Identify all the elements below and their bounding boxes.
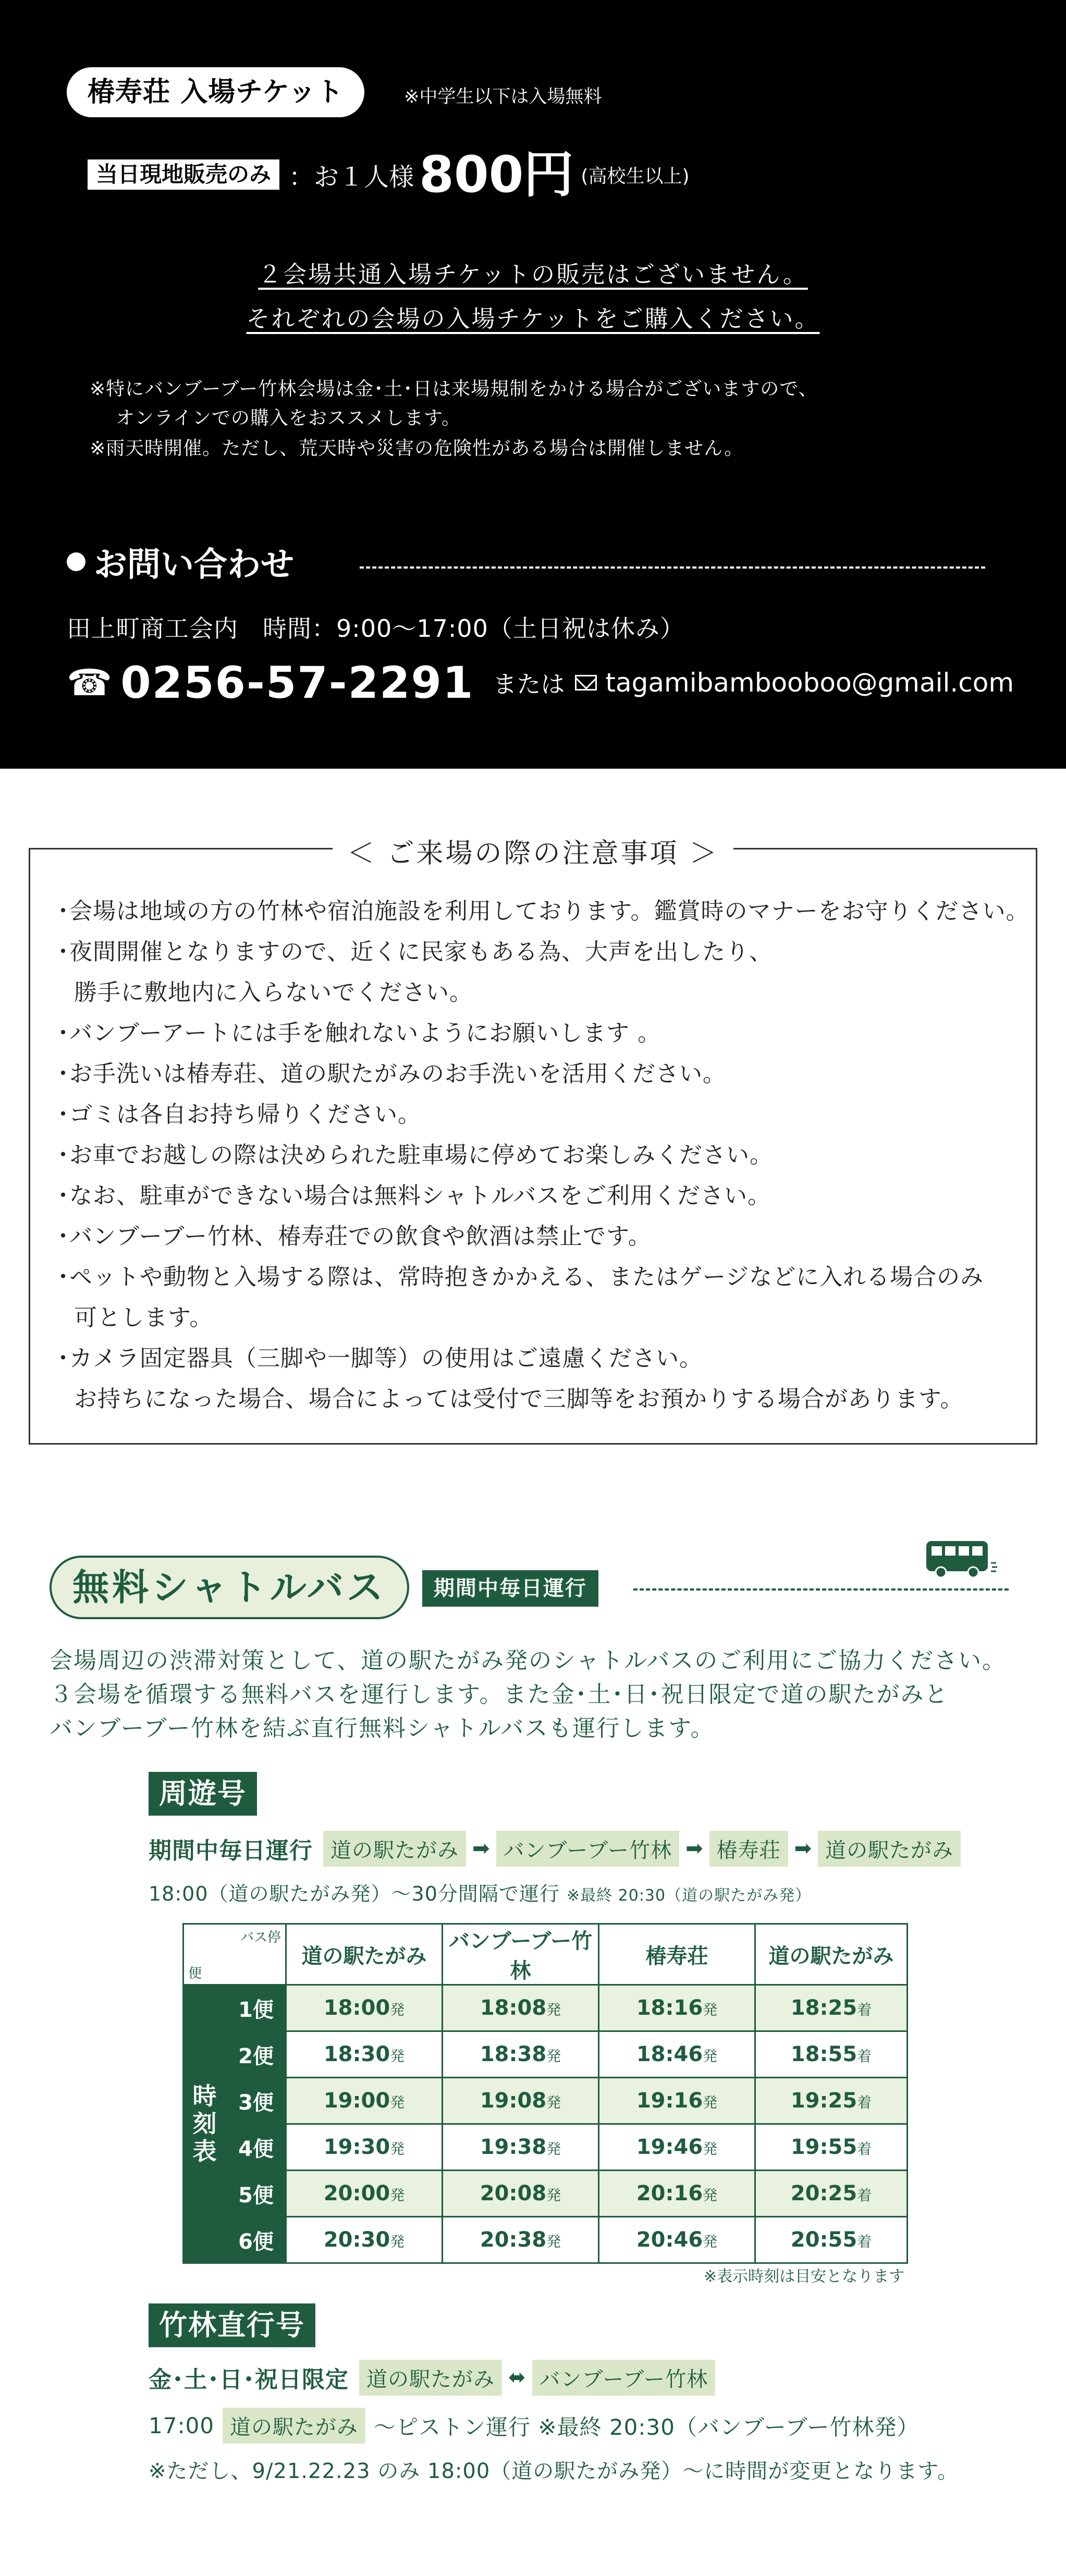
shuttle-title: 無料シャトルバス xyxy=(50,1556,409,1619)
run-number: 2便 xyxy=(226,2031,286,2078)
contact-divider xyxy=(360,566,985,569)
timetable-header: 道の駅たがみ xyxy=(286,1924,443,1985)
daily-operation-badge: 期間中毎日運行 xyxy=(422,1570,598,1607)
run-number: 3便 xyxy=(226,2078,286,2124)
arrow-right-icon: ➡ xyxy=(685,1837,703,1860)
timetable-cell: 20:00発 xyxy=(286,2171,443,2217)
timetable-cell: 20:25着 xyxy=(755,2171,908,2217)
direct-route-note: ※ただし、9/21.22.23 のみ 18:00（道の駅たがみ発）～に時間が変更となります。 xyxy=(149,2459,959,2483)
timetable-cell: 19:08発 xyxy=(443,2078,599,2124)
notice-item: ･お車でお越しの際は決められた駐車場に停めてお楽しみください。 xyxy=(57,1142,773,1168)
timetable-cell: 20:55着 xyxy=(755,2217,908,2263)
mail-icon xyxy=(575,675,597,691)
loop-route-head: 期間中毎日運行 xyxy=(149,1838,313,1864)
notice-item: ･会場は地域の方の竹林や宿泊施設を利用しております。鑑賞時のマナーをお守りください。 xyxy=(57,898,1030,925)
phone-number[interactable]: 0256-57-2291 xyxy=(120,657,474,708)
timetable-corner xyxy=(183,1924,286,1985)
direct-route-head: 金･土･日･祝日限定 xyxy=(149,2367,349,2393)
notice-title xyxy=(0,831,1066,870)
timetable-cell: 18:46発 xyxy=(599,2031,755,2078)
arrow-right-icon: ➡ xyxy=(472,1837,490,1860)
timetable-cell: 20:08発 xyxy=(443,2171,599,2217)
onsite-only-badge: 当日現地販売のみ xyxy=(88,159,279,190)
timetable-cell: 19:00発 xyxy=(286,2078,443,2124)
timetable-cell: 20:30発 xyxy=(286,2217,443,2263)
ticket-section xyxy=(0,0,1066,769)
shuttle-intro-2: ３会場を循環する無料バスを運行します。また金･土･日･祝日限定で道の駅たがみと xyxy=(50,1681,949,1708)
stop-tag: 道の駅たがみ xyxy=(818,1831,961,1867)
timetable-cell: 20:46発 xyxy=(599,2217,755,2263)
bus-icon xyxy=(925,1540,998,1583)
timetable-row xyxy=(183,2124,908,2171)
notice-item: ･お手洗いは椿寿荘、道の駅たがみのお手洗いを活用ください。 xyxy=(57,1061,726,1087)
timetable-cell: 20:38発 xyxy=(443,2217,599,2263)
notice-item: ･バンブーアートには手を触れないようにお願いします 。 xyxy=(57,1020,661,1046)
notice-item: ･バンブーブー竹林、椿寿荘での飲食や飲酒は禁止です。 xyxy=(57,1223,652,1250)
corner-run-label: 便 xyxy=(188,1966,202,1981)
notice-item: ･カメラ固定器具（三脚や一脚等）の使用はご遠慮ください。 xyxy=(57,1345,703,1372)
direct-route-time xyxy=(149,2408,919,2444)
timetable-header: バンブーブー竹林 xyxy=(443,1924,599,1985)
run-number: 5便 xyxy=(226,2171,286,2217)
notice-item: 可とします。 xyxy=(74,1304,213,1331)
timetable-cell: 19:55着 xyxy=(755,2124,908,2171)
price-label: ：お１人様 xyxy=(289,162,414,192)
timetable-cell: 18:55着 xyxy=(755,2031,908,2078)
stop-tag: 道の駅たがみ xyxy=(323,1831,466,1867)
stop-tag: 椿寿荘 xyxy=(709,1831,788,1867)
ticket-note-2: ※雨天時開催。ただし、荒天時や災害の危険性がある場合は開催しません。 xyxy=(90,438,744,459)
price-row xyxy=(88,146,690,203)
email-link[interactable]: tagamibambooboo@gmail.com xyxy=(605,668,1014,698)
ticket-note-1: ※特にバンブーブー竹林会場は金･土･日は来場規制をかける場合がございますので、 xyxy=(90,378,818,400)
ticket-note-1-cont: オンラインでの購入をおススメします。 xyxy=(116,408,461,429)
notice-title-text: ＜ ご来場の際の注意事項 ＞ xyxy=(333,838,733,869)
timetable-cell: 19:16発 xyxy=(599,2078,755,2124)
notice-item: ･夜間開催となりますので、近くに民家もある為、大声を出したり、 xyxy=(57,939,773,965)
run-number: 6便 xyxy=(226,2217,286,2263)
stop-tag: バンブーブー竹林 xyxy=(496,1831,680,1867)
price-value: 800円 xyxy=(419,145,574,204)
loop-time-main: 18:00（道の駅たがみ発）～30分間隔で運行 xyxy=(149,1882,560,1905)
timetable-cell: 20:16発 xyxy=(599,2171,755,2217)
timetable-cell: 18:38発 xyxy=(443,2031,599,2078)
timetable-row xyxy=(183,2171,908,2217)
loop-route-row xyxy=(149,1832,961,1865)
ticket-title: 椿寿荘 入場チケット xyxy=(67,67,364,117)
timetable-cell: 18:08発 xyxy=(443,1985,599,2031)
notice-item: ･なお、駐車ができない場合は無料シャトルバスをご利用ください。 xyxy=(57,1182,771,1209)
loop-route-label: 周遊号 xyxy=(149,1772,257,1816)
arrow-both-icon: ⬌ xyxy=(508,2365,526,2389)
run-number: 1便 xyxy=(226,1985,286,2031)
timetable-row xyxy=(183,1985,908,2031)
timetable-cell: 19:38発 xyxy=(443,2124,599,2171)
timetable-cell: 18:00発 xyxy=(286,1985,443,2031)
loop-time-last: ※最終 20:30（道の駅たがみ発） xyxy=(566,1887,812,1905)
timetable-cell: 19:30発 xyxy=(286,2124,443,2171)
timetable-row xyxy=(183,2217,908,2263)
loop-route-time xyxy=(149,1878,811,1906)
direct-time-rest: ～ピストン運行 ※最終 20:30（バンブーブー竹林発） xyxy=(374,2414,920,2440)
phone-row xyxy=(67,657,1014,709)
common-ticket-message-1: ２会場共通入場チケットの販売はございません。 xyxy=(258,261,808,288)
contact-hours: 田上町商工会内 時間：9:00～17:00（土日祝は休み） xyxy=(67,614,684,643)
timetable-cell: 18:25着 xyxy=(755,1985,908,2031)
run-number: 4便 xyxy=(226,2124,286,2171)
ticket-free-note: ※中学生以下は入場無料 xyxy=(404,87,602,107)
shuttle-intro-3: バンブーブー竹林を結ぶ直行無料シャトルバスも運行します。 xyxy=(50,1715,715,1742)
notice-item: ･ペットや動物と入場する際は、常時抱きかかえる、またはゲージなどに入れる場合のみ xyxy=(57,1264,984,1290)
timetable-row xyxy=(183,2031,908,2078)
price-sub: (高校生以上) xyxy=(581,165,690,187)
timetable-header: 椿寿荘 xyxy=(599,1924,755,1985)
timetable-cell: 19:25着 xyxy=(755,2078,908,2124)
common-ticket-message-2: それぞれの会場の入場チケットをご購入ください。 xyxy=(246,305,820,332)
timetable-note: ※表示時刻は目安となります xyxy=(704,2267,905,2286)
timetable-side-label: 時 刻 表 xyxy=(183,1985,226,2263)
corner-stop-label: バス停 xyxy=(240,1930,281,1945)
contact-heading-text: お問い合わせ xyxy=(94,546,294,584)
direct-route-row xyxy=(149,2361,715,2394)
direct-route-label: 竹林直行号 xyxy=(149,2303,315,2347)
notice-item: 勝手に敷地内に入らないでください。 xyxy=(74,979,473,1006)
notice-item: お持ちになった場合、場合によっては受付で三脚等をお預かりする場合があります。 xyxy=(74,1386,964,1412)
shuttle-intro-1: 会場周辺の渋滞対策として、道の駅たがみ発のシャトルバスのご利用にご協力ください。 xyxy=(50,1647,1007,1674)
notice-item: ･ゴミは各自お持ち帰りください。 xyxy=(57,1101,421,1128)
notice-list xyxy=(57,891,1032,1420)
timetable-cell: 19:46発 xyxy=(599,2124,755,2171)
timetable-header: 道の駅たがみ xyxy=(755,1924,908,1985)
or-text: または xyxy=(493,670,565,698)
stop-tag: 道の駅たがみ xyxy=(359,2360,502,2396)
bullet-icon xyxy=(67,552,85,571)
timetable-cell: 18:30発 xyxy=(286,2031,443,2078)
stop-tag: 道の駅たがみ xyxy=(223,2408,365,2444)
shuttle-divider xyxy=(633,1588,1009,1591)
contact-heading xyxy=(67,538,294,586)
stop-tag: バンブーブー竹林 xyxy=(532,2360,716,2396)
timetable-row xyxy=(183,2078,908,2124)
phone-icon: ☎ xyxy=(67,661,113,704)
timetable-cell: 18:16発 xyxy=(599,1985,755,2031)
arrow-right-icon: ➡ xyxy=(794,1837,812,1860)
direct-time-start: 17:00 xyxy=(149,2413,215,2438)
timetable xyxy=(182,1923,908,2264)
